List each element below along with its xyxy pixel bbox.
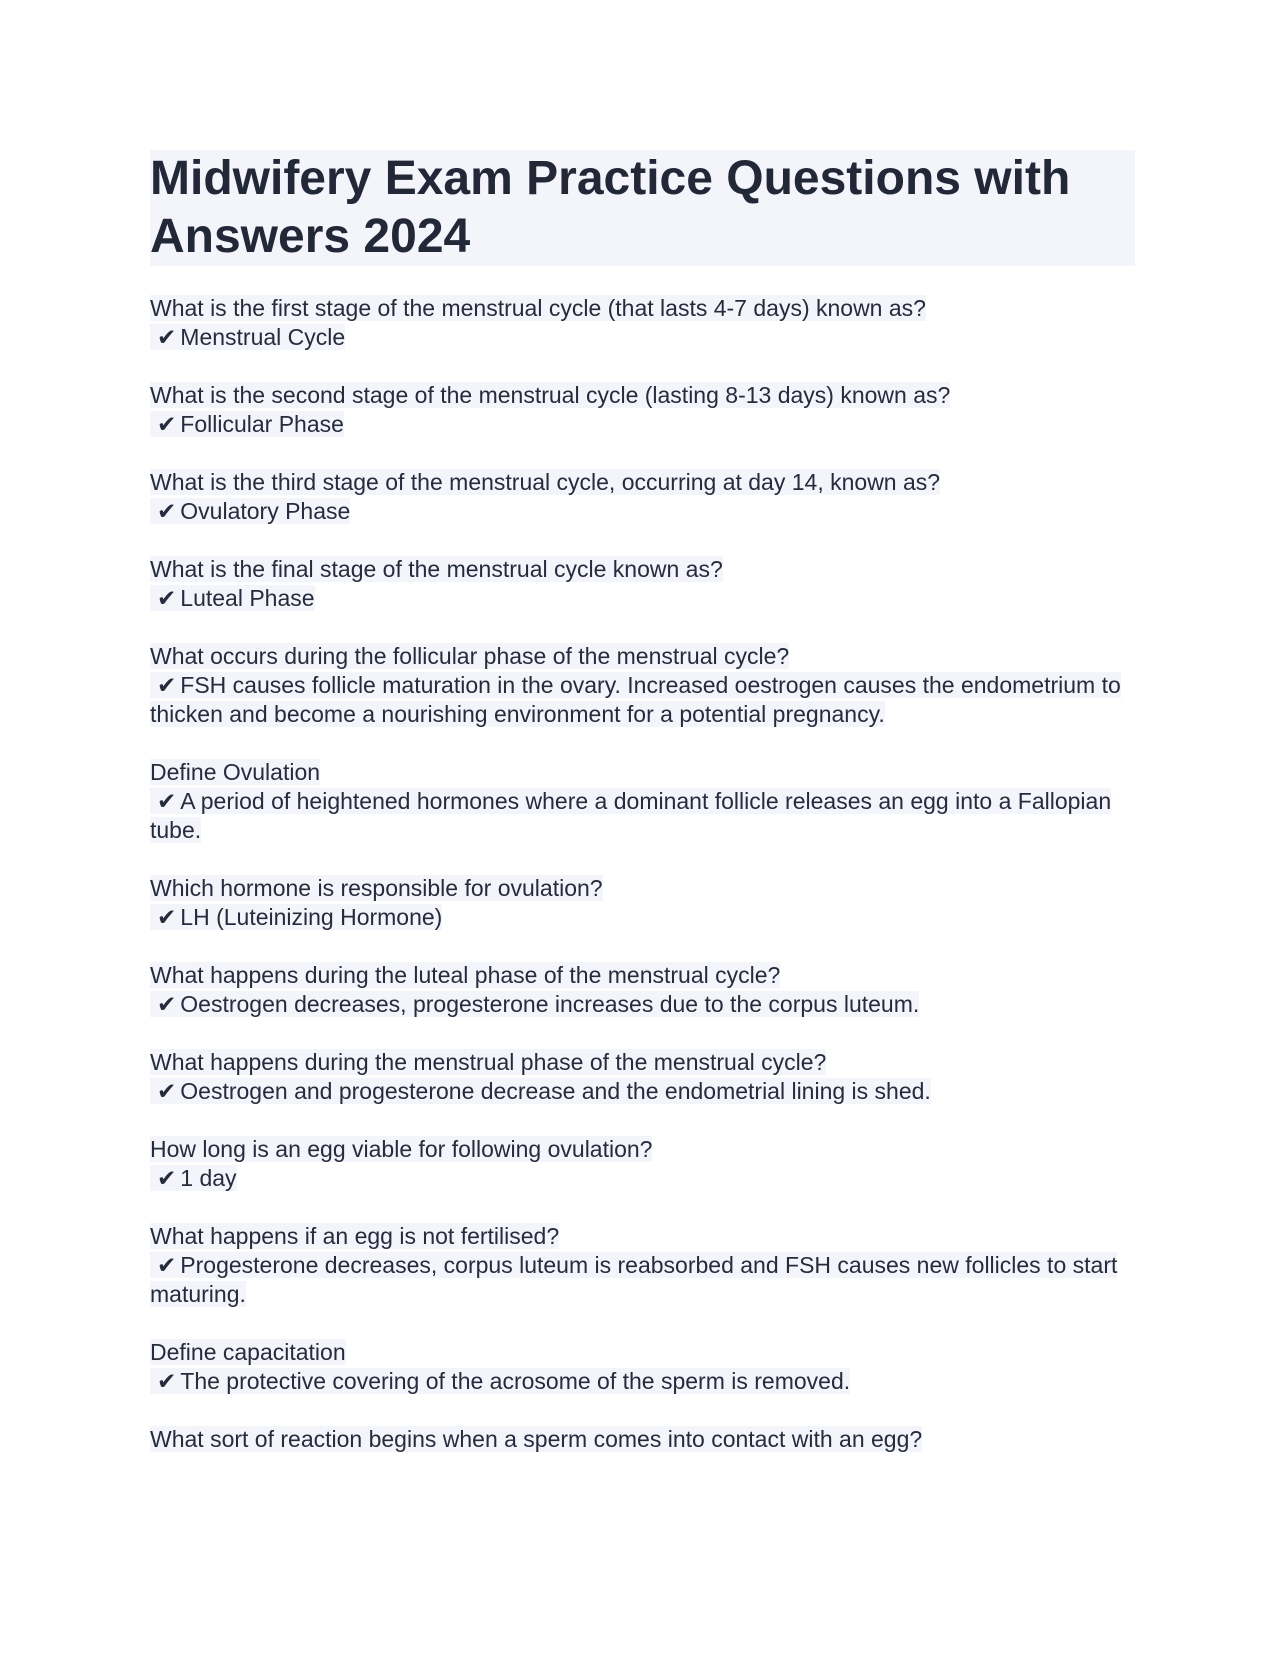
checkmark-icon: ✔ bbox=[157, 324, 177, 350]
answer-value: Menstrual Cycle bbox=[180, 324, 346, 350]
answer-value: A period of heightened hormones where a dominant follicle releases an egg into a Fallopian tube. bbox=[150, 788, 1112, 843]
qa-item bbox=[150, 381, 1135, 439]
checkmark-icon: ✔ bbox=[157, 904, 177, 930]
qa-item bbox=[150, 1048, 1135, 1106]
answer-text bbox=[150, 1251, 1135, 1309]
checkmark-icon: ✔ bbox=[157, 1165, 177, 1191]
answer-text bbox=[150, 1077, 1135, 1106]
question-label: What happens during the menstrual phase of the menstrual cycle? bbox=[150, 1049, 827, 1075]
question-label: What is the second stage of the menstrual cycle (lasting 8-13 days) known as? bbox=[150, 382, 951, 408]
answer-value: Oestrogen and progesterone decrease and the endometrial lining is shed. bbox=[180, 1078, 931, 1104]
answer-label bbox=[150, 1165, 237, 1191]
question-label: Define Ovulation bbox=[150, 759, 321, 785]
answer-value: Luteal Phase bbox=[180, 585, 315, 611]
question-text bbox=[150, 874, 1135, 903]
answer-label bbox=[150, 672, 1121, 727]
answer-label bbox=[150, 585, 315, 611]
answer-value: 1 day bbox=[180, 1165, 237, 1191]
question-text bbox=[150, 1048, 1135, 1077]
answer-text bbox=[150, 584, 1135, 613]
qa-item bbox=[150, 642, 1135, 729]
question-text bbox=[150, 555, 1135, 584]
checkmark-icon: ✔ bbox=[157, 1078, 177, 1104]
question-label: What occurs during the follicular phase of the menstrual cycle? bbox=[150, 643, 790, 669]
question-label: What is the final stage of the menstrual cycle known as? bbox=[150, 556, 723, 582]
qa-item bbox=[150, 874, 1135, 932]
answer-text bbox=[150, 323, 1135, 352]
question-text bbox=[150, 294, 1135, 323]
qa-item bbox=[150, 294, 1135, 352]
checkmark-icon: ✔ bbox=[157, 411, 177, 437]
answer-value: FSH causes follicle maturation in the ovary. Increased oestrogen causes the endometrium to thicken and become a nourishing environment for a potential pregnancy. bbox=[150, 672, 1121, 727]
answer-value: Follicular Phase bbox=[180, 411, 344, 437]
answer-label bbox=[150, 1368, 850, 1394]
answer-label bbox=[150, 1078, 931, 1104]
question-label: What sort of reaction begins when a sperm comes into contact with an egg? bbox=[150, 1426, 923, 1452]
document-title: Midwifery Exam Practice Questions with Answers 2024 bbox=[150, 150, 1135, 266]
answer-label bbox=[150, 324, 345, 350]
answer-label bbox=[150, 788, 1111, 843]
question-label: How long is an egg viable for following ovulation? bbox=[150, 1136, 653, 1162]
question-label: What is the third stage of the menstrual cycle, occurring at day 14, known as? bbox=[150, 469, 941, 495]
checkmark-icon: ✔ bbox=[157, 991, 177, 1017]
answer-text bbox=[150, 787, 1135, 845]
answer-label bbox=[150, 991, 919, 1017]
question-text bbox=[150, 961, 1135, 990]
question-text bbox=[150, 1338, 1135, 1367]
answer-text bbox=[150, 1367, 1135, 1396]
qa-item bbox=[150, 758, 1135, 845]
answer-value: The protective covering of the acrosome of the sperm is removed. bbox=[180, 1368, 851, 1394]
question-text bbox=[150, 381, 1135, 410]
question-label: What happens during the luteal phase of the menstrual cycle? bbox=[150, 962, 781, 988]
qa-item bbox=[150, 1135, 1135, 1193]
qa-item bbox=[150, 468, 1135, 526]
qa-item bbox=[150, 555, 1135, 613]
checkmark-icon: ✔ bbox=[157, 498, 177, 524]
qa-item bbox=[150, 1338, 1135, 1396]
checkmark-icon: ✔ bbox=[157, 1252, 177, 1278]
answer-label bbox=[150, 904, 442, 930]
question-text bbox=[150, 1425, 1135, 1454]
question-label: Which hormone is responsible for ovulation? bbox=[150, 875, 603, 901]
checkmark-icon: ✔ bbox=[157, 1368, 177, 1394]
answer-label bbox=[150, 411, 344, 437]
qa-item bbox=[150, 1425, 1135, 1454]
answer-text bbox=[150, 410, 1135, 439]
answer-value: Progesterone decreases, corpus luteum is reabsorbed and FSH causes new follicles to start maturing. bbox=[150, 1252, 1118, 1307]
answer-text bbox=[150, 1164, 1135, 1193]
answer-label bbox=[150, 1252, 1117, 1307]
answer-text bbox=[150, 671, 1135, 729]
checkmark-icon: ✔ bbox=[157, 585, 177, 611]
checkmark-icon: ✔ bbox=[157, 672, 177, 698]
answer-text bbox=[150, 497, 1135, 526]
answer-text bbox=[150, 903, 1135, 932]
question-text bbox=[150, 1135, 1135, 1164]
question-text bbox=[150, 468, 1135, 497]
question-text bbox=[150, 1222, 1135, 1251]
answer-label bbox=[150, 498, 350, 524]
qa-list bbox=[150, 294, 1135, 1454]
question-text bbox=[150, 758, 1135, 787]
question-label: Define capacitation bbox=[150, 1339, 346, 1365]
document-page bbox=[150, 150, 1135, 1483]
answer-value: Ovulatory Phase bbox=[180, 498, 351, 524]
question-label: What happens if an egg is not fertilised? bbox=[150, 1223, 560, 1249]
checkmark-icon: ✔ bbox=[157, 788, 177, 814]
answer-value: LH (Luteinizing Hormone) bbox=[180, 904, 443, 930]
question-label: What is the first stage of the menstrual cycle (that lasts 4-7 days) known as? bbox=[150, 295, 926, 321]
qa-item bbox=[150, 961, 1135, 1019]
qa-item bbox=[150, 1222, 1135, 1309]
answer-value: Oestrogen decreases, progesterone increases due to the corpus luteum. bbox=[180, 991, 920, 1017]
answer-text bbox=[150, 990, 1135, 1019]
question-text bbox=[150, 642, 1135, 671]
